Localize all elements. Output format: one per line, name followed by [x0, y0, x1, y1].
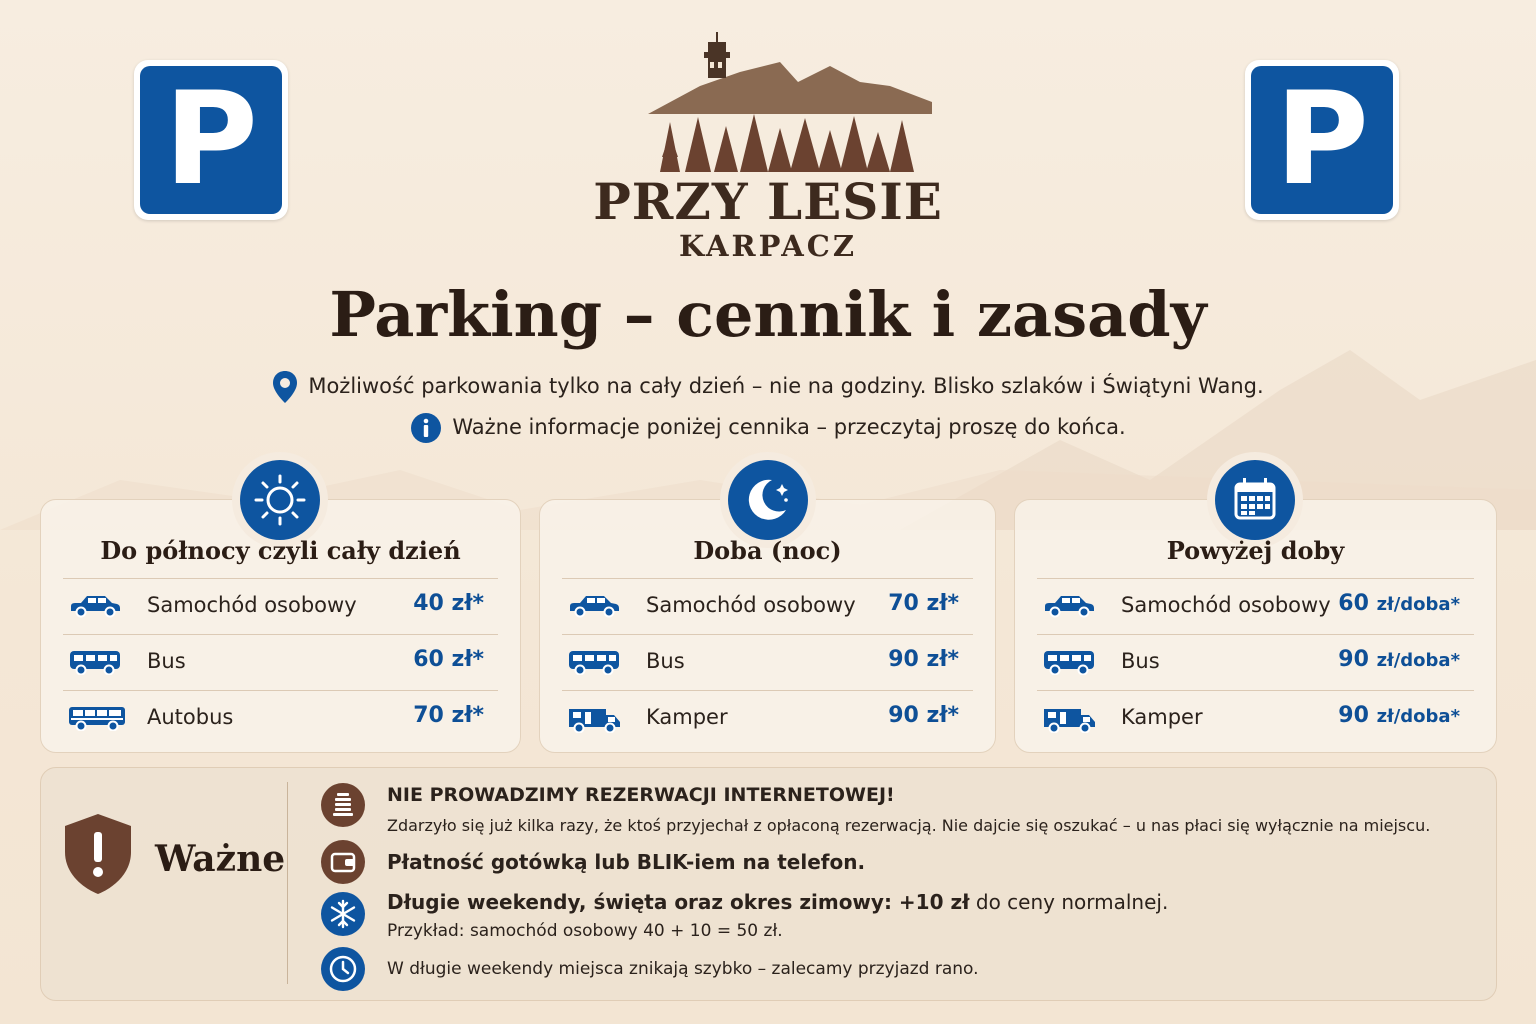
price-row [63, 690, 498, 747]
notice-item-3-title: Długie weekendy, święta oraz okres zimowy: +10 zł do ceny normalnej. [387, 890, 1169, 914]
vehicle-label: Kamper [646, 705, 728, 729]
brand-location: KARPACZ [678, 229, 858, 263]
price-row [562, 690, 973, 747]
card-title: Do północy czyli cały dzień [100, 536, 461, 565]
coach-icon [67, 705, 127, 731]
notice-item-1-text: Zdarzyło się już kilka razy, że ktoś przyjechał z opłaconą rezerwacją. Nie dajcie się oszukać – u nas płaci się wyłącznie na miejscu. [387, 816, 1431, 835]
price-value: 60 zł* [413, 647, 484, 672]
shield-warning-icon [63, 812, 133, 896]
bus-icon [1041, 649, 1097, 675]
snowflake-icon [321, 892, 365, 936]
camper-icon [566, 705, 622, 733]
price-value: 70 zł* [413, 703, 484, 728]
price-row [562, 578, 973, 635]
notice-icon-wrap [321, 840, 365, 884]
notice-item-2-title: Płatność gotówką lub BLIK-iem na telefon. [387, 850, 866, 874]
vehicle-label: Autobus [147, 705, 234, 729]
price-value: 70 zł* [888, 591, 959, 616]
notice-divider [287, 782, 288, 984]
card-icon-wrap [720, 452, 816, 548]
car-icon [67, 593, 123, 619]
page-title: Parking – cennik i zasady [329, 278, 1207, 351]
price-value: 90 zł/doba* [1338, 703, 1460, 728]
notice-heading: Ważne [155, 838, 286, 880]
sun-icon [240, 460, 320, 540]
notice-icon-wrap [321, 783, 365, 827]
price-value: 90 zł* [888, 647, 959, 672]
price-value: 90 zł* [888, 703, 959, 728]
info-line-2 [0, 412, 1536, 444]
coins-icon [321, 783, 365, 827]
info-line-1 [0, 370, 1536, 404]
card-icon-wrap [232, 452, 328, 548]
vehicle-label: Samochód osobowy [147, 593, 357, 617]
vehicle-label: Kamper [1121, 705, 1203, 729]
price-value: 40 zł* [413, 591, 484, 616]
notice-item-1-title: NIE PROWADZIMY REZERWACJI INTERNETOWEJ! [387, 784, 895, 806]
logo-forest-icon [640, 22, 940, 172]
info-icon [410, 412, 442, 444]
vehicle-label: Samochód osobowy [1121, 593, 1331, 617]
vehicle-label: Bus [147, 649, 186, 673]
price-row [63, 578, 498, 635]
wallet-icon [321, 840, 365, 884]
price-row [1037, 578, 1474, 635]
notice-item-4-text: W długie weekendy miejsca znikają szybko – zalecamy przyjazd rano. [387, 959, 979, 979]
notice-icon-wrap [321, 947, 365, 991]
important-notice [40, 767, 1497, 1001]
price-card-night [539, 499, 996, 753]
clock-icon [321, 947, 365, 991]
location-pin-icon [272, 370, 298, 404]
price-row [562, 634, 973, 691]
notice-item-3-text: Przykład: samochód osobowy 40 + 10 = 50 zł. [387, 921, 783, 941]
price-card-multi-day [1014, 499, 1497, 753]
card-title: Powyżej doby [1166, 536, 1345, 565]
card-title: Doba (noc) [693, 536, 842, 565]
info-text-1: Możliwość parkowania tylko na cały dzień – nie na godziny. Blisko szlaków i Świątyni Wang. [308, 374, 1264, 398]
price-value: 90 zł/doba* [1338, 647, 1460, 672]
vehicle-label: Bus [1121, 649, 1160, 673]
car-icon [566, 593, 622, 619]
notice-icon-wrap [321, 892, 365, 936]
camper-icon [1041, 705, 1097, 733]
price-row [1037, 634, 1474, 691]
vehicle-label: Bus [646, 649, 685, 673]
parking-sign-right: P [1245, 60, 1399, 220]
moon-icon [728, 460, 808, 540]
price-card-day [40, 499, 521, 753]
price-row [63, 634, 498, 691]
brand-name: PRZY LESIE [593, 172, 943, 231]
parking-sign-left: P [134, 60, 288, 220]
vehicle-label: Samochód osobowy [646, 593, 856, 617]
car-icon [1041, 593, 1097, 619]
info-text-2: Ważne informacje poniżej cennika – przeczytaj proszę do końca. [452, 415, 1126, 439]
bus-icon [566, 649, 622, 675]
calendar-icon [1215, 460, 1295, 540]
price-row [1037, 690, 1474, 747]
card-icon-wrap [1207, 452, 1303, 548]
price-value: 60 zł/doba* [1338, 591, 1460, 616]
bus-icon [67, 649, 123, 675]
